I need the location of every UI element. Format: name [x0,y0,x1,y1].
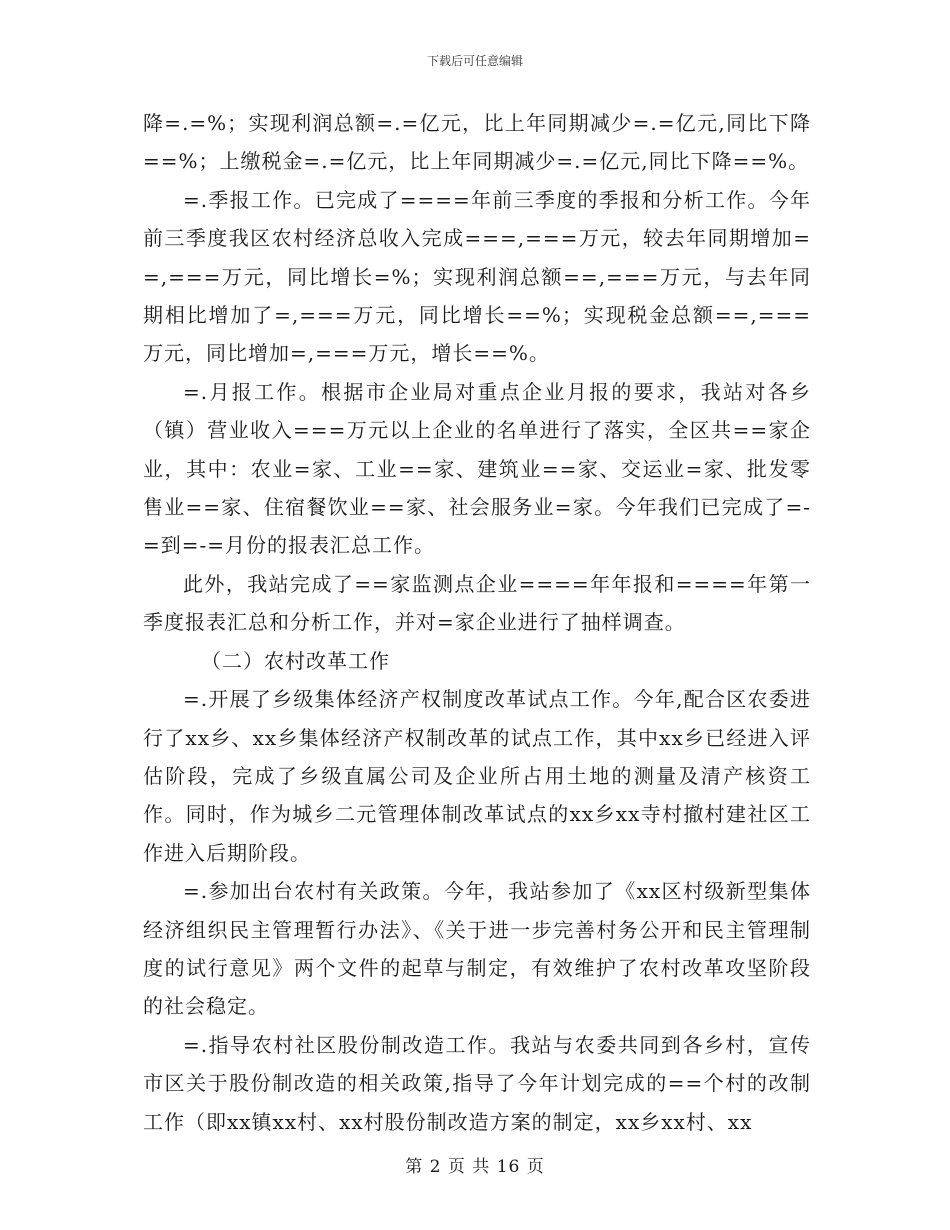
paragraph-6: =.参加出台农村有关政策。今年，我站参加了《xx区村级新型集体经济组织民主管理暂行办法》、《关于进一步完善村务公开和民主管理制度的试行意见》两个文件的起草与制定，有效维护了农村改革攻坚阶段的社会稳定。 [143,879,811,1019]
paragraph-4: 此外，我站完成了==家监测点企业====年年报和====年第一季度报表汇总和分析工作，并对=家企业进行了抽样调查。 [143,571,811,635]
paragraph-2: =.季报工作。已完成了====年前三季度的季报和分析工作。今年前三季度我区农村经济总收入完成===,===万元，较去年同期增加==,===万元，同比增长=%；实现利润总额==,===万元，与去年同期相比增加了=,===万元，同比增长==%；实现税金总额==,===万元，同比增加=,===万元，增长==%。 [143,187,811,366]
paragraph-3: =.月报工作。根据市企业局对重点企业月报的要求，我站对各乡（镇）营业收入===万元以上企业的名单进行了落实，全区共==家企业，其中：农业=家、工业==家、建筑业==家、交运业=家、批发零售业==家、住宿餐饮业==家、社会服务业=家。今年我们已完成了=-=到=-=月份的报表汇总工作。 [143,379,811,558]
paragraph-1: 降=.=%；实现利润总额=.=亿元，比上年同期减少=.=亿元,同比下降==%；上缴税金=.=亿元，比上年同期减少=.=亿元,同比下降==%。 [143,111,811,174]
paragraph-7: =.指导农村社区股份制改造工作。我站与农委共同到各乡村，宣传市区关于股份制改造的相关政策,指导了今年计划完成的==个村的改制工作（即xx镇xx村、xx村股份制改造方案的制定，xx乡xx村、xx [143,1032,811,1134]
document-body [143,104,811,1141]
page-number-footer: 第 2 页 共 16 页 [405,1157,545,1177]
page-header-note: 下载后可任意编辑 [426,54,523,68]
section-heading: （二）农村改革工作 [201,648,390,673]
paragraph-5: =.开展了乡级集体经济产权制度改革试点工作。今年,配合区农委进行了xx乡、xx乡集体经济产权制改革的试点工作，其中xx乡已经进入评估阶段，完成了乡级直属公司及企业所占用土地的测量及清产核资工作。同时，作为城乡二元管理体制改革试点的xx乡xx寺村撤村建社区工作进入后期阶段。 [143,687,811,865]
